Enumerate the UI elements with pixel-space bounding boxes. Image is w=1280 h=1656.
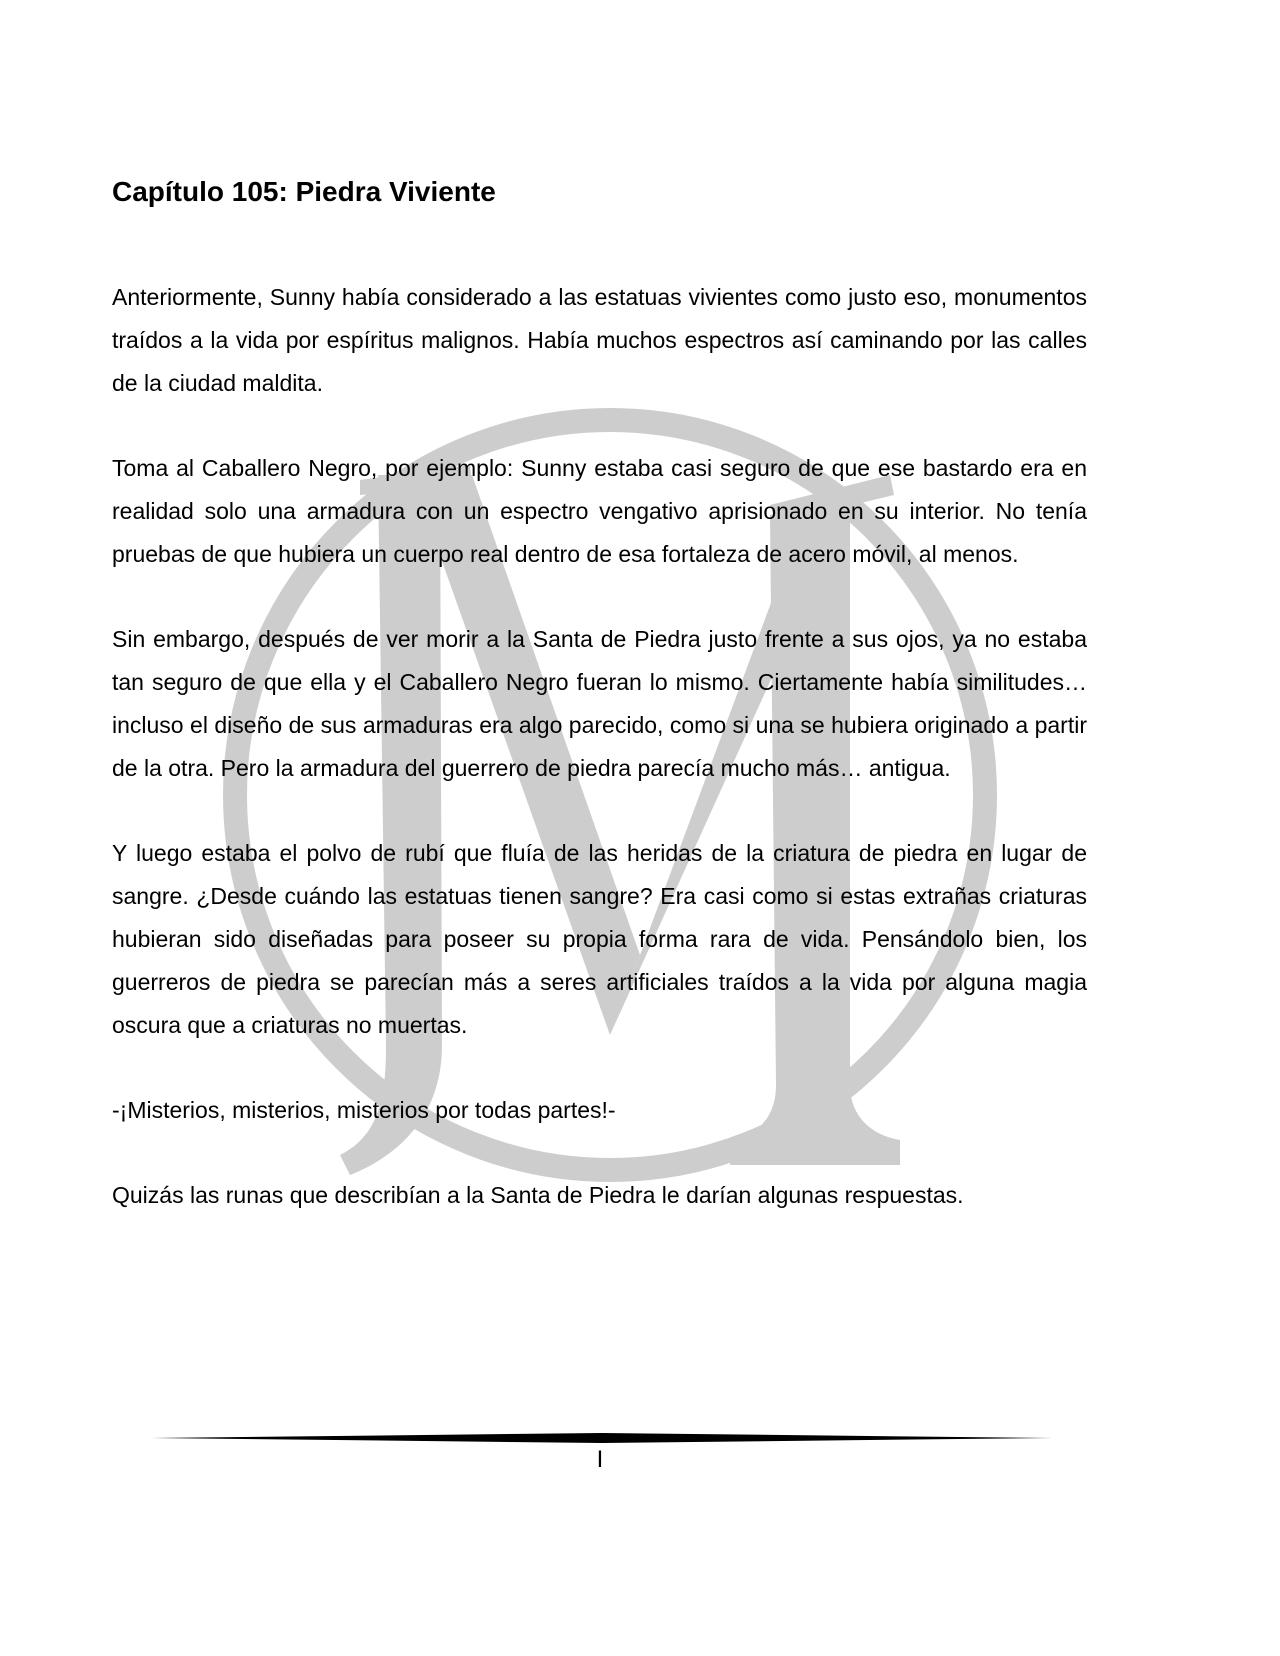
dialogue-line: -¡Misterios, misterios, misterios por todas partes!-	[112, 1097, 616, 1123]
paragraph: Sin embargo, después de ver morir a la Santa de Piedra justo frente a sus ojos, ya no estaba tan seguro de que ella y el Caballero Negro fueran lo mismo. Ciertamente había similitudes… incluso el diseño de sus armaduras era algo parecido, como si una se hubiera originado a partir de la otra. Pero la armadura del guerrero de piedra parecía mucho más… antigua.	[112, 626, 1087, 781]
chapter-title: Capítulo 105: Piedra Viviente	[112, 176, 496, 207]
chapter-body	[112, 276, 1087, 1217]
paragraph: Y luego estaba el polvo de rubí que fluía de las heridas de la criatura de piedra en lugar de sangre. ¿Desde cuándo las estatuas tienen sangre? Era casi como si estas extrañas criaturas hubieran sido diseñadas para poseer su propia forma rara de vida. Pensándolo bien, los guerreros de piedra se parecían más a seres artificiales traídos a la vida por alguna magia oscura que a criaturas no muertas.	[112, 840, 1087, 1038]
page-number: I	[596, 1446, 604, 1473]
paragraph: Quizás las runas que describían a la Santa de Piedra le darían algunas respuestas.	[112, 1182, 964, 1208]
paragraph: Anteriormente, Sunny había considerado a las estatuas vivientes como justo eso, monumentos traídos a la vida por espíritus malignos. Había muchos espectros así caminando por las calles de la ciudad maldita.	[112, 284, 1087, 396]
footer-divider	[152, 1432, 1052, 1444]
paragraph: Toma al Caballero Negro, por ejemplo: Sunny estaba casi seguro de que ese bastardo era en realidad solo una armadura con un espectro vengativo aprisionado en su interior. No tenía pruebas de que hubiera un cuerpo real dentro de esa fortaleza de acero móvil, al menos.	[112, 455, 1087, 567]
